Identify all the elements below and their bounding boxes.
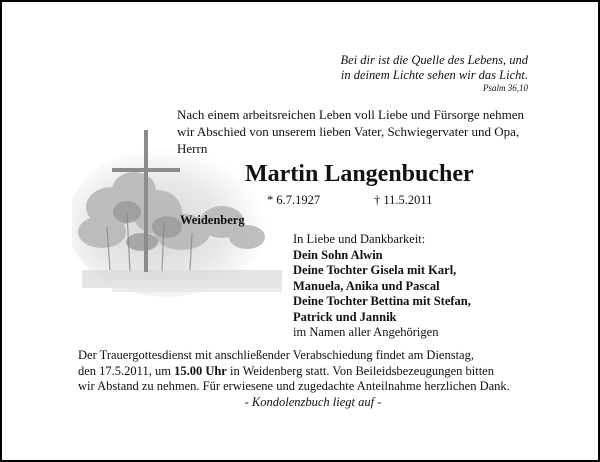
psalm-line-1: Bei dir ist die Quelle des Lebens, und: [340, 53, 528, 67]
birth-date: * 6.7.1927: [267, 193, 321, 207]
service-location-text: in Weidenberg statt. Von Beileidsbezeugungen bitten: [226, 363, 494, 378]
mourners-closing: im Namen aller Angehörigen: [293, 325, 439, 339]
intro-line-3: Herrn: [177, 141, 208, 156]
intro-text: [177, 106, 557, 157]
psalm-quote: [168, 53, 528, 94]
mourner-line-5: Patrick und Jannik: [293, 309, 397, 324]
intro-line-1: Nach einem arbeitsreichen Leben voll Liebe und Fürsorge nehmen: [177, 107, 525, 122]
mourner-line-4: Deine Tochter Bettina mit Stefan,: [293, 294, 471, 308]
service-line-3: wir Abstand zu nehmen. Für erwiesene und zugedachte Anteilnahme herzlichen Dank.: [78, 379, 510, 393]
condolence-note: - Kondolenzbuch liegt auf -: [244, 394, 382, 409]
psalm-line-2: in deinem Lichte sehen wir das Licht.: [340, 68, 528, 82]
service-line-2: [78, 364, 548, 380]
intro-line-2: wir Abschied von unserem lieben Vater, Schwiegervater und Opa,: [177, 124, 520, 139]
service-info: [78, 348, 548, 410]
service-line-1: Der Trauergottesdienst mit anschließender Verabschiedung findet am Dienstag,: [78, 348, 474, 362]
deceased-name: Martin Langenbucher: [245, 161, 474, 187]
service-time: 15.00 Uhr: [174, 363, 227, 378]
mourner-line-3: Manuela, Anika und Pascal: [293, 278, 440, 293]
death-date: † 11.5.2011: [374, 193, 433, 207]
service-date-text: den 17.5.2011, um: [78, 363, 175, 378]
mourner-line-1: Dein Sohn Alwin: [293, 247, 383, 262]
hometown: Weidenberg: [180, 213, 245, 227]
psalm-reference: Psalm 36,10: [483, 83, 528, 93]
mourners-list: [293, 232, 471, 341]
mourner-line-2: Deine Tochter Gisela mit Karl,: [293, 263, 457, 277]
mourners-intro: In Liebe und Dankbarkeit:: [293, 232, 426, 246]
